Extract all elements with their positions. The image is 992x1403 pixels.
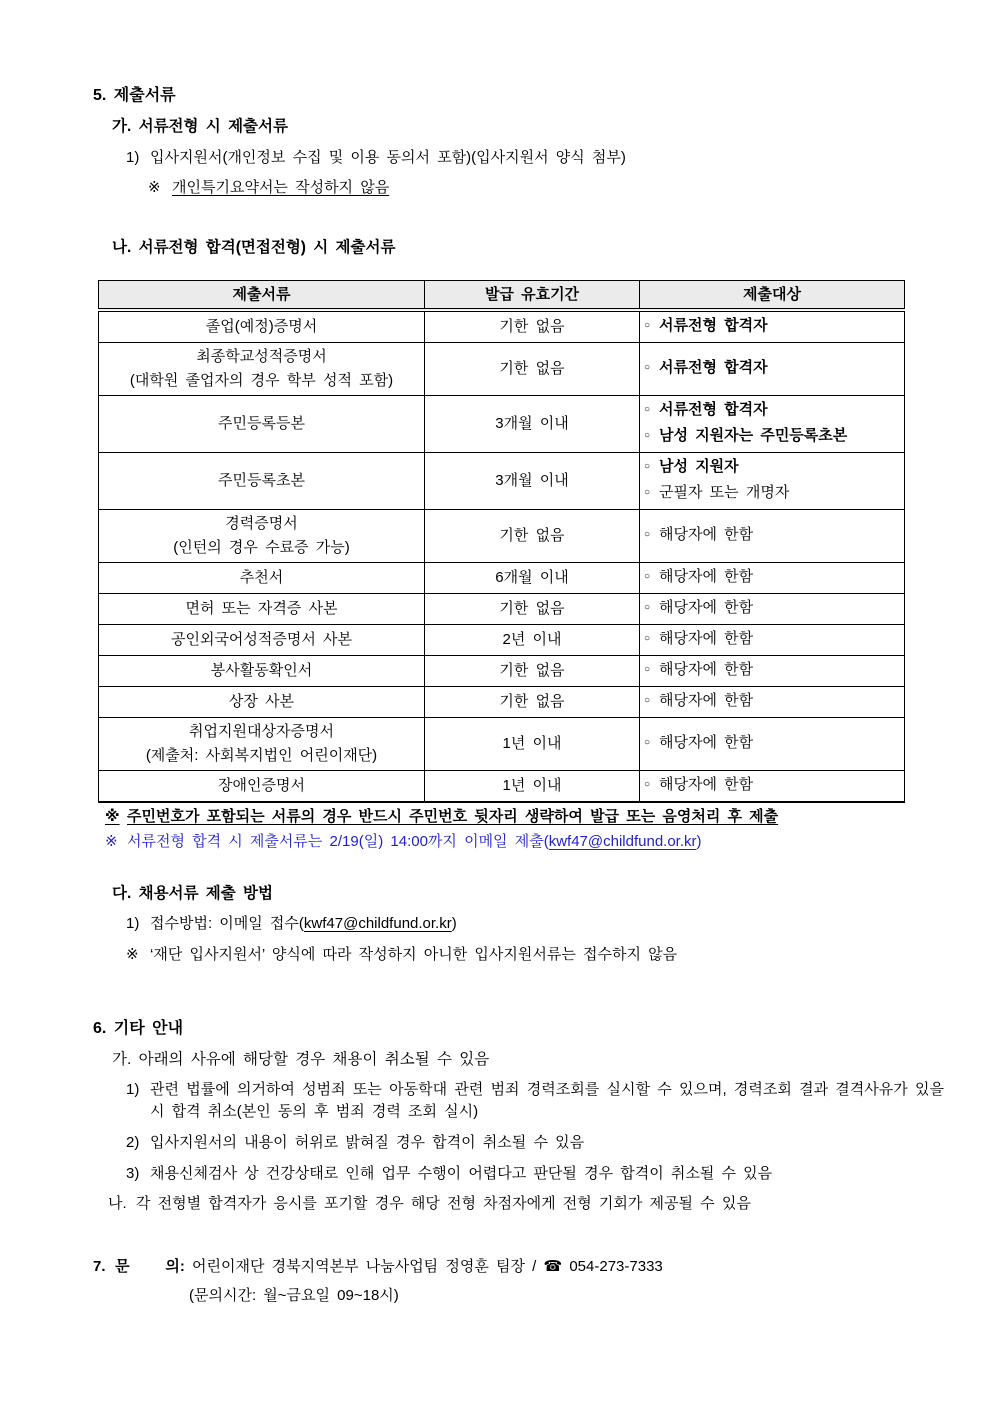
item-number: 1) bbox=[126, 1081, 140, 1099]
circle-bullet-icon: ○ bbox=[644, 779, 651, 791]
note-text: 개인특기요약서는 작성하지 않음 bbox=[172, 179, 390, 197]
contact-line bbox=[93, 1256, 944, 1278]
target-line bbox=[644, 356, 900, 382]
document-name-line: 장애인증명서 bbox=[218, 777, 305, 795]
cell-submission-target bbox=[640, 453, 905, 510]
cell-validity-period bbox=[425, 771, 640, 803]
circle-bullet-icon: ○ bbox=[644, 320, 651, 332]
spacer bbox=[93, 207, 944, 237]
cell-document-name bbox=[99, 310, 425, 343]
table-row bbox=[99, 563, 905, 594]
document-name-line: 주민등록등본 bbox=[218, 415, 305, 433]
cell-document-name bbox=[99, 718, 425, 771]
cell-validity-period bbox=[425, 594, 640, 625]
cell-validity-period bbox=[425, 310, 640, 343]
note-text bbox=[127, 831, 702, 853]
cell-submission-target bbox=[640, 771, 905, 803]
contact-label: 문 의: bbox=[115, 1258, 185, 1275]
document-name-line: (대학원 졸업자의 경우 학부 성적 포함) bbox=[129, 372, 394, 390]
section-6a-title: 아래의 사유에 해당할 경우 채용이 취소될 수 있음 bbox=[138, 1050, 490, 1068]
section-5b-title: 서류전형 합격(면접전형) 시 제출서류 bbox=[138, 239, 396, 257]
note-mark: ※ bbox=[148, 179, 161, 197]
contact-text: 어린이재단 경북지역본부 나눔사업팀 정영훈 팀장 / bbox=[192, 1258, 537, 1275]
target-line bbox=[644, 481, 900, 507]
document-name-line: 면허 또는 자격증 사본 bbox=[185, 600, 338, 618]
section-5a-item-1 bbox=[126, 147, 944, 169]
target-text: 남성 지원자 bbox=[659, 458, 739, 476]
section-6-item-3 bbox=[126, 1163, 944, 1185]
target-text: 해당자에 한함 bbox=[659, 734, 754, 752]
table-row bbox=[99, 510, 905, 563]
validity-text: 기한 없음 bbox=[499, 360, 565, 378]
circle-bullet-icon: ○ bbox=[644, 461, 651, 473]
validity-text: 기한 없음 bbox=[499, 693, 565, 711]
document-name-line: 졸업(예정)증명서 bbox=[205, 318, 318, 336]
document-name-line: 최종학교성적증명서 bbox=[196, 348, 327, 366]
table-row bbox=[99, 396, 905, 453]
section-5-title: 제출서류 bbox=[113, 87, 176, 104]
item-number: 2) bbox=[126, 1133, 140, 1151]
table-row bbox=[99, 718, 905, 771]
validity-text: 3개월 이내 bbox=[495, 415, 569, 433]
table-row bbox=[99, 625, 905, 656]
note-mark: ※ bbox=[105, 808, 120, 826]
document-name-line: 공인외국어성적증명서 사본 bbox=[170, 631, 353, 649]
section-7-contact bbox=[93, 1256, 944, 1307]
document-name-line: (제출처: 사회복지법인 어린이재단) bbox=[145, 747, 378, 765]
section-7-number: 7. bbox=[93, 1258, 106, 1275]
table-note-deadline bbox=[105, 831, 944, 853]
static-text bbox=[185, 1256, 192, 1278]
table-row bbox=[99, 687, 905, 718]
table-row bbox=[99, 453, 905, 510]
target-line bbox=[644, 773, 900, 799]
column-header-0: 제출서류 bbox=[99, 280, 425, 310]
table-row bbox=[99, 771, 905, 803]
reception-method-close: ) bbox=[451, 915, 457, 933]
spacer bbox=[93, 975, 944, 1005]
document-name-line: 추천서 bbox=[239, 569, 284, 587]
table-row bbox=[99, 656, 905, 687]
section-5-number: 5. bbox=[93, 87, 107, 104]
section-6a-number: 가. bbox=[112, 1050, 132, 1068]
cell-document-name bbox=[99, 656, 425, 687]
cell-submission-target bbox=[640, 594, 905, 625]
target-text: 해당자에 한함 bbox=[659, 599, 754, 617]
circle-bullet-icon: ○ bbox=[644, 737, 651, 749]
target-line bbox=[644, 314, 900, 340]
validity-text: 기한 없음 bbox=[499, 527, 565, 545]
section-5a-heading bbox=[112, 116, 944, 138]
section-5c-number: 다. bbox=[112, 884, 132, 902]
circle-bullet-icon: ○ bbox=[644, 529, 651, 541]
table-row bbox=[99, 343, 905, 396]
section-6b-text: 각 전형별 합격자가 응시를 포기할 경우 해당 전형 차점자에게 전형 기회가 제공될 수 있음 bbox=[136, 1195, 751, 1213]
cell-validity-period bbox=[425, 718, 640, 771]
item-text bbox=[150, 913, 944, 935]
document-name-line: 취업지원대상자증명서 bbox=[189, 723, 334, 741]
validity-text: 6개월 이내 bbox=[495, 569, 569, 587]
circle-bullet-icon: ○ bbox=[644, 487, 651, 499]
document-name-line: 상장 사본 bbox=[228, 693, 295, 711]
note-text: ‘재단 입사지원서’ 양식에 따라 작성하지 아니한 입사지원서류는 접수하지 않음 bbox=[150, 945, 678, 963]
validity-text: 1년 이내 bbox=[502, 735, 562, 753]
target-text: 서류전형 합격자 bbox=[659, 401, 768, 419]
cell-validity-period bbox=[425, 687, 640, 718]
spacer bbox=[93, 1224, 944, 1246]
section-6b bbox=[108, 1193, 944, 1215]
cell-document-name bbox=[99, 687, 425, 718]
static-text bbox=[536, 1256, 543, 1278]
phone-icon: ☎ bbox=[543, 1258, 563, 1275]
target-line bbox=[644, 424, 900, 450]
table-row bbox=[99, 594, 905, 625]
section-6-item-2 bbox=[126, 1132, 944, 1154]
item-text: 입사지원서의 내용이 허위로 밝혀질 경우 합격이 취소될 수 있음 bbox=[150, 1133, 585, 1151]
document-name-line: 봉사활동확인서 bbox=[210, 662, 313, 680]
section-5b-heading bbox=[112, 237, 944, 259]
note-mark: ※ bbox=[105, 832, 118, 850]
section-5c-title: 채용서류 제출 방법 bbox=[138, 884, 273, 902]
table-note-resident-number bbox=[105, 806, 944, 828]
cell-document-name bbox=[99, 453, 425, 510]
circle-bullet-icon: ○ bbox=[644, 362, 651, 374]
target-text: 해당자에 한함 bbox=[659, 661, 754, 679]
deadline-text-close: ) bbox=[696, 832, 702, 850]
section-5a-number: 가. bbox=[112, 118, 132, 136]
cell-submission-target bbox=[640, 625, 905, 656]
circle-bullet-icon: ○ bbox=[644, 664, 651, 676]
cell-submission-target bbox=[640, 343, 905, 396]
target-text: 해당자에 한함 bbox=[659, 776, 754, 794]
section-5a-title: 서류전형 시 제출서류 bbox=[138, 118, 288, 136]
target-text: 군필자 또는 개명자 bbox=[659, 484, 790, 502]
cell-submission-target bbox=[640, 656, 905, 687]
target-text: 남성 지원자는 주민등록초본 bbox=[659, 427, 848, 445]
validity-text: 1년 이내 bbox=[502, 777, 562, 795]
section-5b-number: 나. bbox=[112, 239, 132, 257]
target-line bbox=[644, 731, 900, 757]
circle-bullet-icon: ○ bbox=[644, 602, 651, 614]
document-name-line: 주민등록초본 bbox=[218, 472, 305, 490]
section-5c-heading bbox=[112, 883, 944, 905]
section-6-heading bbox=[93, 1017, 944, 1040]
item-text: 채용신체검사 상 건강상태로 인해 업무 수행이 어렵다고 판단될 경우 합격이 취소될 수 있음 bbox=[150, 1164, 773, 1182]
cell-document-name bbox=[99, 563, 425, 594]
target-line bbox=[644, 627, 900, 653]
item-number: 1) bbox=[126, 915, 140, 933]
section-6a-heading bbox=[112, 1049, 944, 1071]
section-6-item-1 bbox=[126, 1079, 944, 1123]
section-5c-note bbox=[126, 944, 944, 966]
circle-bullet-icon: ○ bbox=[644, 571, 651, 583]
cell-validity-period bbox=[425, 343, 640, 396]
cell-submission-target bbox=[640, 510, 905, 563]
cell-document-name bbox=[99, 771, 425, 803]
cell-document-name bbox=[99, 625, 425, 656]
item-number: 1) bbox=[126, 148, 140, 166]
column-header-2: 제출대상 bbox=[640, 280, 905, 310]
cell-validity-period bbox=[425, 625, 640, 656]
cell-document-name bbox=[99, 396, 425, 453]
deadline-text: 서류전형 합격 시 제출서류는 2/19(일) 14:00까지 이메일 제출( bbox=[127, 832, 549, 850]
document-name-line: (인턴의 경우 수료증 가능) bbox=[173, 539, 350, 557]
target-text: 서류전형 합격자 bbox=[659, 359, 768, 377]
validity-text: 기한 없음 bbox=[499, 600, 565, 618]
item-text: 관련 법률에 의거하여 성범죄 또는 아동학대 관련 범죄 경력조회를 실시할 수 있으며, 경력조회 결과 결격사유가 있을 시 합격 취소(본인 동의 후 범죄 경력 조회 실시) bbox=[150, 1081, 944, 1120]
cell-submission-target bbox=[640, 687, 905, 718]
contact-hours: (문의시간: 월~금요일 09~18시) bbox=[189, 1286, 399, 1304]
table-row bbox=[99, 310, 905, 343]
cell-validity-period bbox=[425, 563, 640, 594]
section-5c-item-1 bbox=[126, 913, 944, 935]
cell-validity-period bbox=[425, 396, 640, 453]
cell-submission-target bbox=[640, 563, 905, 594]
target-line bbox=[644, 658, 900, 684]
target-text: 해당자에 한함 bbox=[659, 692, 754, 710]
cell-submission-target bbox=[640, 396, 905, 453]
target-text: 해당자에 한함 bbox=[659, 526, 754, 544]
target-line bbox=[644, 398, 900, 424]
target-line bbox=[644, 565, 900, 591]
circle-bullet-icon: ○ bbox=[644, 430, 651, 442]
reception-method-text: 접수방법: 이메일 접수( bbox=[150, 915, 304, 933]
validity-text: 기한 없음 bbox=[499, 318, 565, 336]
section-6b-number: 나. bbox=[108, 1195, 127, 1213]
target-line bbox=[644, 523, 900, 549]
email-link[interactable]: kwf47@childfund.or.kr bbox=[303, 915, 452, 933]
circle-bullet-icon: ○ bbox=[644, 633, 651, 645]
circle-bullet-icon: ○ bbox=[644, 695, 651, 707]
cell-validity-period bbox=[425, 453, 640, 510]
spacer bbox=[93, 853, 944, 883]
section-6-title: 기타 안내 bbox=[113, 1019, 184, 1037]
section-5a-note bbox=[148, 177, 944, 199]
validity-text: 2년 이내 bbox=[502, 631, 562, 649]
static-text bbox=[562, 1256, 569, 1278]
validity-text: 기한 없음 bbox=[499, 662, 565, 680]
target-text: 서류전형 합격자 bbox=[659, 317, 768, 335]
cell-submission-target bbox=[640, 718, 905, 771]
cell-validity-period bbox=[425, 656, 640, 687]
cell-submission-target bbox=[640, 310, 905, 343]
target-text: 해당자에 한함 bbox=[659, 630, 754, 648]
cell-document-name bbox=[99, 594, 425, 625]
column-header-1: 발급 유효기간 bbox=[425, 280, 640, 310]
target-line bbox=[644, 596, 900, 622]
circle-bullet-icon: ○ bbox=[644, 404, 651, 416]
target-text: 해당자에 한함 bbox=[659, 568, 754, 586]
item-text: 입사지원서(개인정보 수집 및 이용 동의서 포함)(입사지원서 양식 첨부) bbox=[150, 148, 626, 166]
note-mark: ※ bbox=[126, 945, 139, 963]
item-number: 3) bbox=[126, 1164, 140, 1182]
phone-number: 054-273-7333 bbox=[569, 1258, 663, 1275]
submission-documents-table bbox=[98, 280, 905, 804]
cell-document-name bbox=[99, 510, 425, 563]
section-5-heading bbox=[93, 84, 944, 107]
spacer bbox=[93, 268, 944, 280]
submission-table-head-row bbox=[99, 280, 905, 310]
cell-document-name bbox=[99, 343, 425, 396]
note-text: 주민번호가 포함되는 서류의 경우 반드시 주민번호 뒷자리 생략하여 발급 또는 음영처리 후 제출 bbox=[127, 808, 779, 826]
email-link[interactable]: kwf47@childfund.or.kr bbox=[548, 832, 697, 850]
validity-text: 3개월 이내 bbox=[495, 472, 569, 490]
cell-validity-period bbox=[425, 510, 640, 563]
spacer bbox=[93, 1005, 944, 1017]
target-line bbox=[644, 689, 900, 715]
target-line bbox=[644, 455, 900, 481]
document-name-line: 경력증명서 bbox=[225, 515, 298, 533]
section-6-number: 6. bbox=[93, 1019, 107, 1037]
